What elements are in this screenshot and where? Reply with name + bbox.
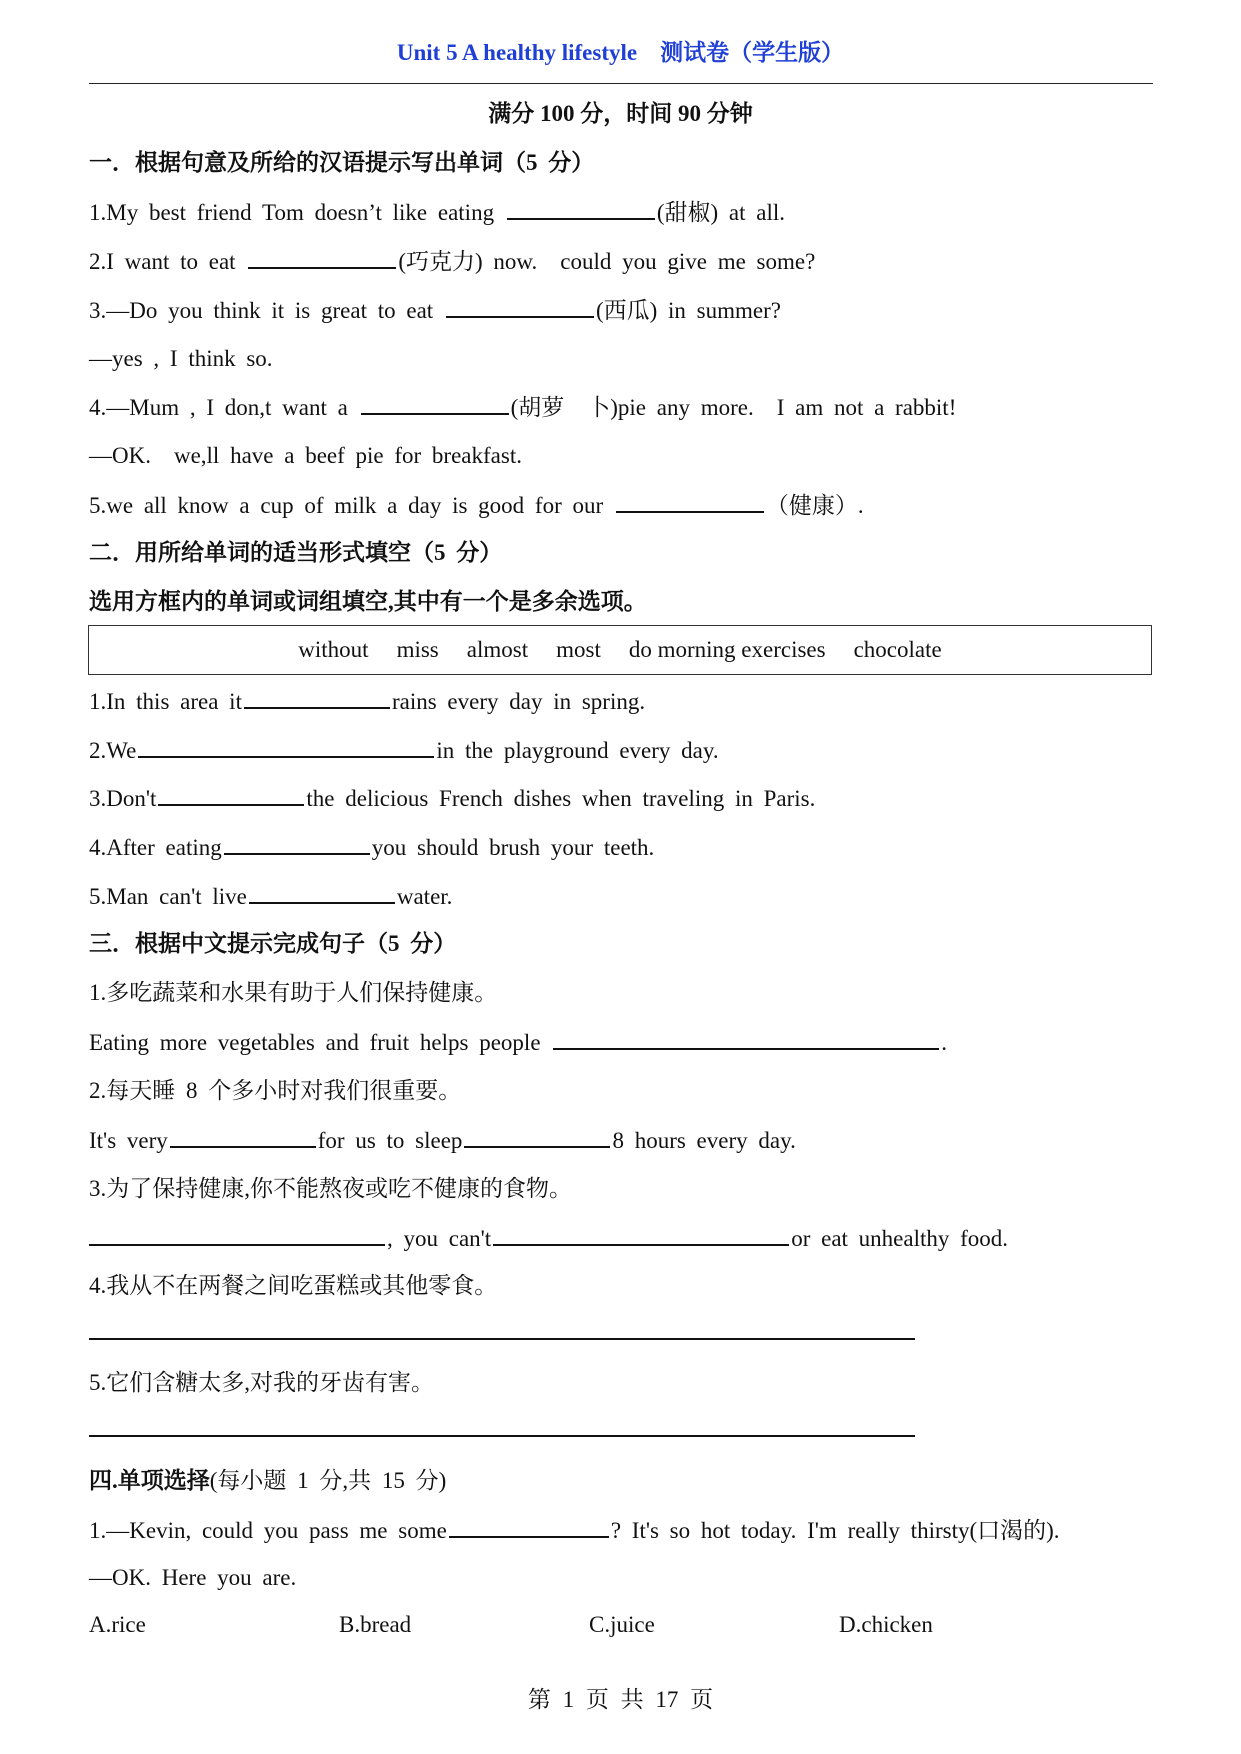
s3-q3-text-c: or eat unhealthy food. <box>791 1226 1009 1251</box>
section4-heading-rest: (每小题 1 分,共 15 分) <box>209 1468 447 1493</box>
s1-q4-text-b: (胡萝 卜)pie any more. I am not a rabbit! <box>510 395 957 420</box>
s1-q1-blank[interactable] <box>507 198 655 220</box>
s1-question-1 <box>89 198 785 227</box>
s2-q1-text-b: rains every day in spring. <box>391 689 646 714</box>
s3-q2-blank-1[interactable] <box>170 1126 316 1148</box>
s1-q1-text-b: (甜椒) at all. <box>656 200 785 225</box>
s2-q2-text-a: 2.We <box>89 738 137 763</box>
s3-q5-answer-line[interactable] <box>89 1435 915 1437</box>
s1-q3-reply: —yes , I think so. <box>89 346 273 371</box>
s4-q1-blank[interactable] <box>449 1516 609 1538</box>
s1-q3-text-a: 3.—Do you think it is great to eat <box>89 298 434 323</box>
s3-q5-chinese: 5.它们含糖太多,对我的牙齿有害。 <box>89 1370 434 1395</box>
s1-q1-text-a: 1.My best friend Tom doesn’t like eating <box>89 200 495 225</box>
s4-question-1 <box>89 1516 1060 1545</box>
s3-q2-text-c: 8 hours every day. <box>612 1128 796 1153</box>
s3-q3-blank-1[interactable] <box>89 1224 385 1246</box>
s2-q1-text-a: 1.In this area it <box>89 689 242 714</box>
section4-heading <box>89 1467 446 1495</box>
s3-q2-text-b: for us to sleep <box>317 1128 463 1153</box>
s3-q2-english <box>89 1126 796 1155</box>
option-c[interactable]: C.juice <box>589 1612 655 1637</box>
s2-q2-text-b: in the playground every day. <box>436 738 719 763</box>
s3-q1-blank[interactable] <box>553 1028 939 1050</box>
s1-q2-text-b: (巧克力) now. could you give me some? <box>398 249 816 274</box>
section1-heading: 一．根据句意及所给的汉语提示写出单词（5 分） <box>89 150 595 175</box>
s3-q3-english <box>89 1224 1008 1253</box>
s3-q2-text-a: It's very <box>89 1128 168 1153</box>
s3-q1-english <box>89 1028 947 1057</box>
word-option: do morning exercises <box>628 637 826 662</box>
s2-q2-blank[interactable] <box>138 736 434 758</box>
s4-q1-options <box>89 1612 1089 1640</box>
option-d[interactable]: D.chicken <box>839 1612 933 1637</box>
s3-q1-chinese: 1.多吃蔬菜和水果有助于人们保持健康。 <box>89 980 498 1005</box>
s3-q1-text-a: Eating more vegetables and fruit helps people <box>89 1030 541 1055</box>
word-option: miss <box>396 637 439 662</box>
s2-q4-text-b: you should brush your teeth. <box>371 835 655 860</box>
s2-q3-blank[interactable] <box>158 784 304 806</box>
s1-question-4 <box>89 393 956 422</box>
s3-q2-blank-2[interactable] <box>464 1126 610 1148</box>
s2-question-4 <box>89 833 654 862</box>
s4-q1-reply: —OK. Here you are. <box>89 1565 297 1590</box>
s1-q5-text-b: （健康）. <box>765 493 864 518</box>
s2-question-5 <box>89 882 452 911</box>
s1-question-5 <box>89 491 864 520</box>
s2-q3-text-b: the delicious French dishes when traveling in Paris. <box>306 786 816 811</box>
section3-heading: 三．根据中文提示完成句子（5 分） <box>89 931 457 956</box>
s1-question-3 <box>89 296 781 325</box>
s1-q4-reply: —OK. we,ll have a beef pie for breakfast. <box>89 443 522 468</box>
section4-heading-bold: 四.单项选择 <box>89 1468 210 1493</box>
page-footer: 第 1 页 共 17 页 <box>527 1687 714 1712</box>
section2-heading: 二．用所给单词的适当形式填空（5 分） <box>89 540 503 565</box>
word-box <box>88 625 1152 675</box>
word-option: almost <box>466 637 529 662</box>
s1-q5-text-a: 5.we all know a cup of milk a day is good for our <box>89 493 604 518</box>
s3-q4-chinese: 4.我从不在两餐之间吃蛋糕或其他零食。 <box>89 1273 498 1298</box>
s1-q2-text-a: 2.I want to eat <box>89 249 236 274</box>
s4-q1-text-a: 1.—Kevin, could you pass me some <box>89 1518 447 1543</box>
s2-q5-text-a: 5.Man can't live <box>89 884 247 909</box>
option-a[interactable]: A.rice <box>89 1612 146 1637</box>
s1-q3-blank[interactable] <box>446 296 594 318</box>
s1-q5-blank[interactable] <box>616 491 764 513</box>
s2-q5-text-b: water. <box>396 884 453 909</box>
s4-q1-text-b: ? It's so hot today. I'm really thirsty(口渴的). <box>610 1518 1060 1543</box>
s2-q1-blank[interactable] <box>244 687 390 709</box>
s3-q2-chinese: 2.每天睡 8 个多小时对我们很重要。 <box>89 1078 462 1103</box>
s1-question-2 <box>89 247 815 276</box>
s2-question-2 <box>89 736 719 765</box>
s2-question-3 <box>89 784 815 813</box>
section2-instruction: 选用方框内的单词或词组填空,其中有一个是多余选项。 <box>89 589 647 614</box>
s3-q3-text-b: , you can't <box>387 1226 492 1251</box>
s3-q1-text-b: . <box>941 1030 948 1055</box>
s2-q4-text-a: 4.After eating <box>89 835 222 860</box>
header-divider <box>89 83 1153 84</box>
s2-question-1 <box>89 687 645 716</box>
word-option: without <box>298 637 369 662</box>
s3-q3-blank-2[interactable] <box>493 1224 789 1246</box>
s1-q2-blank[interactable] <box>248 247 396 269</box>
exam-subtitle: 满分 100 分，时间 90 分钟 <box>488 101 753 126</box>
s1-q4-blank[interactable] <box>361 393 509 415</box>
s2-q5-blank[interactable] <box>249 882 395 904</box>
option-b[interactable]: B.bread <box>339 1612 412 1637</box>
s3-q3-chinese: 3.为了保持健康,你不能熬夜或吃不健康的食物。 <box>89 1176 572 1201</box>
s1-q4-text-a: 4.—Mum , I don,t want a <box>89 395 348 420</box>
document-header-title: Unit 5 A healthy lifestyle 测试卷（学生版） <box>396 40 845 65</box>
s2-q4-blank[interactable] <box>224 833 370 855</box>
word-option: chocolate <box>853 637 942 662</box>
s2-q3-text-a: 3.Don't <box>89 786 157 811</box>
s1-q3-text-b: (西瓜) in summer? <box>595 298 781 323</box>
s3-q4-answer-line[interactable] <box>89 1338 915 1340</box>
word-option: most <box>556 637 601 662</box>
